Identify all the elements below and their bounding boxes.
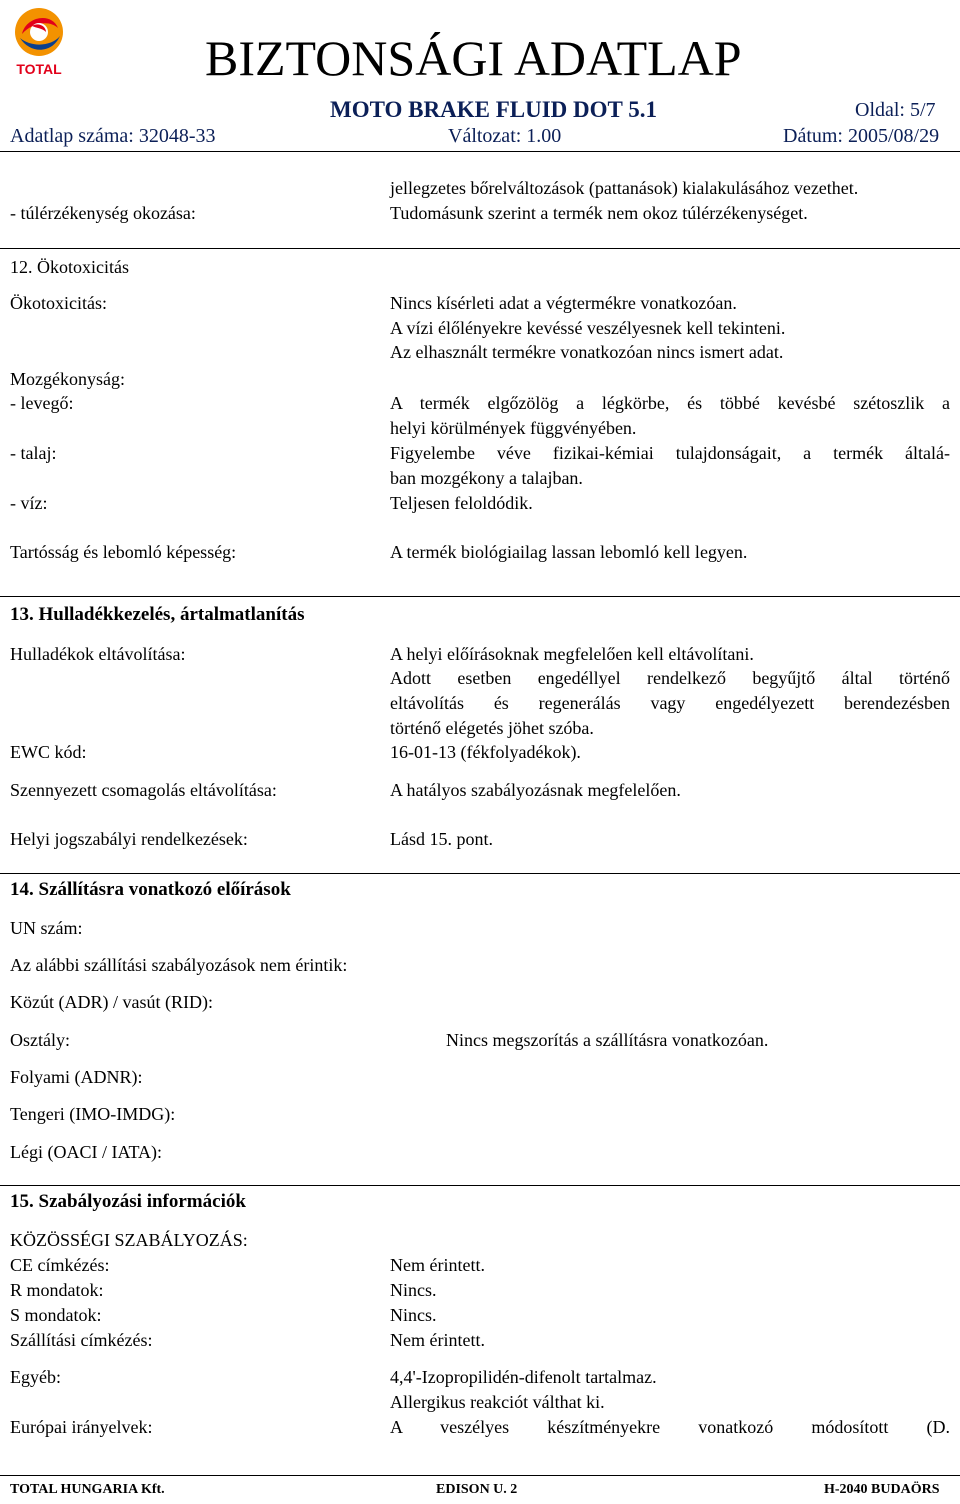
footer-divider xyxy=(0,1475,960,1476)
un-number-label: UN szám: xyxy=(10,918,83,938)
local-regulations-value: Lásd 15. pont. xyxy=(390,829,493,849)
sensitization-label: - túlérzékenység okozása: xyxy=(10,203,196,223)
section-14-heading: 14. Szállításra vonatkozó előírások xyxy=(10,879,291,900)
ce-label: CE címkézés: xyxy=(10,1255,110,1275)
header-divider xyxy=(0,151,960,152)
ewc-value: 16-01-13 (fékfolyadékok). xyxy=(390,742,581,762)
footer-city: H-2040 BUDAÖRS xyxy=(824,1482,940,1497)
waste-value-cont: eltávolítás és regenerálás vagy engedélyezett berendezésben xyxy=(390,693,950,713)
s-phrases-label: S mondatok: xyxy=(10,1305,102,1325)
class-value: Nincs megszorítás a szállításra vonatkozóan. xyxy=(446,1030,769,1050)
persistence-value: A termék biológiailag lassan lebomló kell legyen. xyxy=(390,542,748,562)
ecotox-label: Ökotoxicitás: xyxy=(10,293,107,313)
packaging-value: A hatályos szabályozásnak megfelelően. xyxy=(390,780,681,800)
ecotox-line: A vízi élőlényekre kevéssé veszélyesnek kell tekinteni. xyxy=(390,318,786,338)
eu-directives-value: A veszélyes készítményekre vonatkozó módosított (D. xyxy=(390,1417,950,1437)
footer-company: TOTAL HUNGARIA Kft. xyxy=(10,1482,165,1497)
air-value: A termék elgőzölög a légkörbe, és többé kevésbé szétoszlik a xyxy=(390,393,950,413)
eu-regulation-label: KÖZÖSSÉGI SZABÁLYOZÁS: xyxy=(10,1230,248,1250)
air-label: - levegő: xyxy=(10,393,74,413)
footer-street: EDISON U. 2 xyxy=(436,1482,518,1497)
r-phrases-label: R mondatok: xyxy=(10,1280,104,1300)
water-value: Teljesen feloldódik. xyxy=(390,493,533,513)
ewc-label: EWC kód: xyxy=(10,742,87,762)
mobility-label: Mozgékonyság: xyxy=(10,369,125,389)
continuation-text: jellegzetes bőrelváltozások (pattanások) kialakulásához vezethet. xyxy=(390,178,859,198)
other-value-cont: Allergikus reakciót válthat ki. xyxy=(390,1392,605,1412)
local-regulations-label: Helyi jogszabályi rendelkezések: xyxy=(10,829,248,849)
r-phrases-value: Nincs. xyxy=(390,1280,437,1300)
ce-value: Nem érintett. xyxy=(390,1255,485,1275)
s-phrases-value: Nincs. xyxy=(390,1305,437,1325)
ecotox-line: Nincs kísérleti adat a végtermékre vonatkozóan. xyxy=(390,293,737,313)
soil-label: - talaj: xyxy=(10,443,57,463)
section-divider xyxy=(0,248,960,249)
soil-value-cont: ban mozgékony a talajban. xyxy=(390,468,583,488)
section-12-heading: 12. Ökotoxicitás xyxy=(10,257,129,277)
waste-label: Hulladékok eltávolítása: xyxy=(10,644,186,664)
document-title: BIZTONSÁGI ADATLAP xyxy=(205,30,742,86)
date: Dátum: 2005/08/29 xyxy=(783,125,940,147)
waste-value-cont: történő elégetés jöhet szóba. xyxy=(390,718,594,738)
page-number: Oldal: 5/7 xyxy=(855,99,936,121)
not-affected-label: Az alábbi szállítási szabályozások nem érintik: xyxy=(10,955,348,975)
other-label: Egyéb: xyxy=(10,1367,61,1387)
sea-label: Tengeri (IMO-IMDG): xyxy=(10,1104,176,1124)
sensitization-value: Tudomásunk szerint a termék nem okoz túlérzékenységet. xyxy=(390,203,808,223)
other-value: 4,4'-Izopropilidén-difenolt tartalmaz. xyxy=(390,1367,657,1387)
transport-label-value: Nem érintett. xyxy=(390,1330,485,1350)
sheet-number: Adatlap száma: 32048-33 xyxy=(10,125,216,147)
river-label: Folyami (ADNR): xyxy=(10,1067,143,1087)
transport-label-label: Szállítási címkézés: xyxy=(10,1330,153,1350)
total-logo-icon xyxy=(8,4,70,64)
water-label: - víz: xyxy=(10,493,48,513)
waste-value-cont: Adott esetben engedéllyel rendelkező begyűjtő által történő xyxy=(390,668,950,688)
section-divider xyxy=(0,873,960,874)
version: Változat: 1.00 xyxy=(448,125,562,147)
class-label: Osztály: xyxy=(10,1030,70,1050)
ecotox-line: Az elhasznált termékre vonatkozóan nincs ismert adat. xyxy=(390,342,784,362)
soil-value: Figyelembe véve fizikai-kémiai tulajdonságait, a termék általá- xyxy=(390,443,950,463)
section-13-heading: 13. Hulladékkezelés, ártalmatlanítás xyxy=(10,604,305,625)
packaging-label: Szennyezett csomagolás eltávolítása: xyxy=(10,780,277,800)
section-15-heading: 15. Szabályozási információk xyxy=(10,1191,246,1212)
waste-value: A helyi előírásoknak megfelelően kell eltávolítani. xyxy=(390,644,754,664)
persistence-label: Tartósság és lebomló képesség: xyxy=(10,542,237,562)
logo-wordmark: TOTAL xyxy=(16,61,62,77)
section-divider xyxy=(0,596,960,597)
air-transport-label: Légi (OACI / IATA): xyxy=(10,1142,163,1162)
section-divider xyxy=(0,1185,960,1186)
road-rail-label: Közút (ADR) / vasút (RID): xyxy=(10,992,213,1012)
air-value-cont: helyi körülmények függvényében. xyxy=(390,418,637,438)
eu-directives-label: Európai irányelvek: xyxy=(10,1417,153,1437)
product-name: MOTO BRAKE FLUID DOT 5.1 xyxy=(330,97,657,122)
